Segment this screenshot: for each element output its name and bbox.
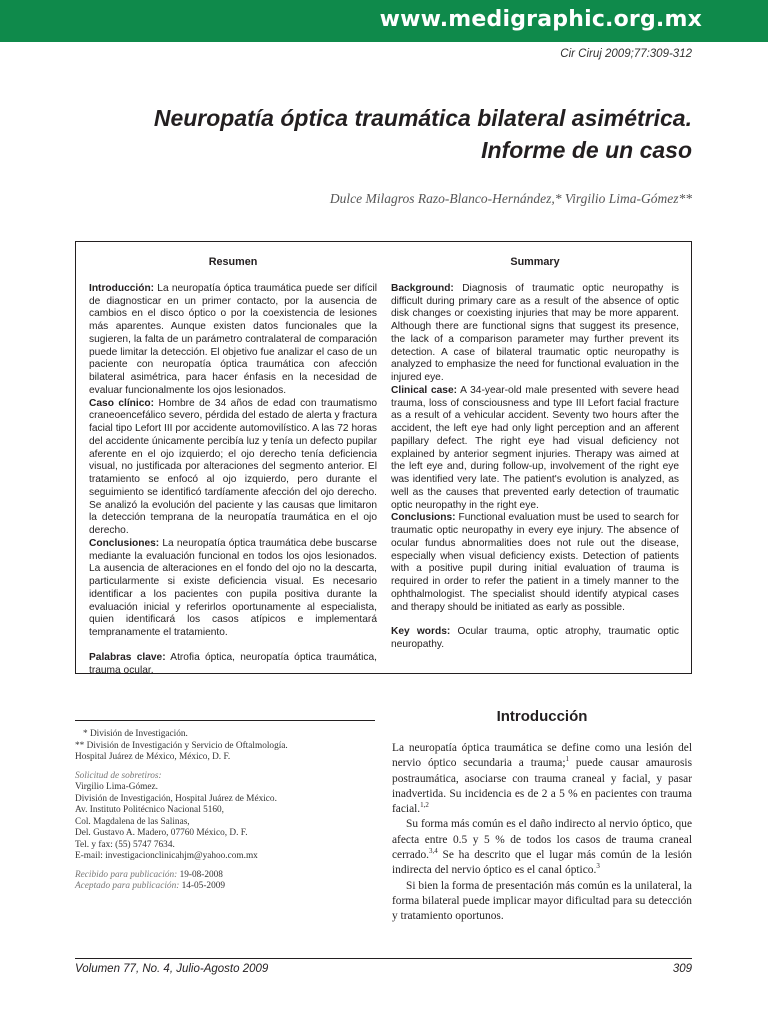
summary-background: Background: Diagnosis of traumatic optic neuropathy is difficult during primary care as a result of the absence of optic disk changes or coexisting injuries that may be more apparent. Although there are functional signs that suggest its presence, the lack of a comparison parameter may further prevent its detection. A case of bilateral traumatic optic neuropathy is analyzed to emphasize the need for functional evaluation in the injured eye. bbox=[391, 282, 679, 383]
reprint-label: Solicitud de sobretiros: bbox=[75, 770, 162, 781]
resumen-case: Caso clínico: Hombre de 34 años de edad con traumatismo craneoencefálico severo, pérdida del estado de alerta y fractura facial tipo Lefort III por accidente automovilístico. A las 72 horas del accidente únicamente percibía luz y tenía un defecto pupilar aferente en el ojo izquierdo; el ojo derecho tenía deficiencia visual, no justificada por alteraciones del segmento anterior. El tratamiento se enfocó al ojo izquierdo, pero durante el seguimiento se identificó tardíamente afección del ojo derecho. Se analizó la evolución del paciente y las causas que limitaron la detección temprana de la neuropatía traumática en el ojo derecho. bbox=[89, 397, 377, 536]
reference-marker: 3 bbox=[596, 862, 600, 871]
affiliation-3: Hospital Juárez de México, México, D. F. bbox=[75, 752, 231, 762]
introduction-heading: Introducción bbox=[496, 708, 588, 725]
journal-citation: Cir Ciruj 2009;77:309-312 bbox=[560, 48, 692, 60]
resumen-conclusions: Conclusiones: La neuropatía óptica traumática debe buscarse mediante la evaluación funcional en todos los ojos lesionados. La ausencia de alteraciones en el fondo del ojo no la descarta, particularmente si existe deficiencia visual. Es necesario identificar a los pacientes con pupila positiva durante la evaluación inicial y referirlos oportunamente al especialista, quien identificará los casos atípicos e implementará tempranamente el tratamiento. bbox=[89, 537, 377, 638]
footnotes bbox=[75, 729, 375, 893]
resumen-heading: Resumen bbox=[208, 256, 258, 268]
accepted-date: Aceptado para publicación: 14-05-2009 bbox=[75, 881, 226, 891]
article-title bbox=[72, 102, 692, 166]
address-line-5: Del. Gustavo A. Madero, 07760 México, D. F. bbox=[75, 828, 248, 838]
summary-keywords: Key words: Ocular trauma, optic atrophy, traumatic optic neuropathy. bbox=[391, 626, 679, 650]
address-line-4: Col. Magdalena de las Salinas, bbox=[75, 816, 190, 827]
resumen-column bbox=[89, 242, 377, 677]
article-authors: Dulce Milagros Razo-Blanco-Hernández,* Virgilio Lima-Gómez** bbox=[329, 191, 692, 206]
issue-info: Volumen 77, No. 4, Julio-Agosto 2009 bbox=[75, 963, 269, 975]
address-line-1: Virgilio Lima-Gómez. bbox=[75, 782, 158, 792]
reference-marker: 3,4 bbox=[429, 847, 438, 856]
summary-case: Clinical case: A 34-year-old male presented with severe head trauma, loss of consciousness and type III Lefort facial fracture as a result of a vehicular accident. Seventy two hours after the accident, the left eye had only light perception and an afferent papillary defect. The right eye had visual deficiency not explained by anterior segment injuries. Therapy was aimed at the left eye and, during follow-up, involvement of the right eye was identified very late. The patient's evolution is analyzed, as well as the causes that prevented early detection of traumatic optic neuropathy in the right eye. bbox=[391, 384, 679, 511]
introduction-body bbox=[392, 741, 692, 925]
title-line-2: Informe de un caso bbox=[481, 137, 692, 163]
intro-paragraph-3: Si bien la forma de presentación más común es la unilateral, la forma bilateral puede implicar mayor dificultad para su detección y tratamiento oportunos. bbox=[392, 879, 692, 923]
abstract-box bbox=[75, 241, 692, 674]
intro-paragraph-2: Su forma más común es el daño indirecto al nervio óptico, que afecta entre 0.5 y 5 % de todos los casos de trauma craneal cerrado.$^{3,4}$ Se ha descrito que el lugar más común de la lesión indirecta del nervio óptico es el canal óptico.$^3$ bbox=[392, 818, 692, 877]
reference-marker: 1 bbox=[565, 755, 569, 764]
affiliation-1: * División de Investigación. bbox=[83, 729, 188, 739]
affiliation-2: ** División de Investigación y Servicio de Oftalmología. bbox=[75, 740, 288, 751]
page-number: 309 bbox=[672, 963, 692, 975]
summary-conclusions: Conclusions: Functional evaluation must be used to search for traumatic optic neuropathy in every eye injury. The absence of ocular fundus abnormalities does not rule out the disease, especially when visual deficiency exists. Detection of patients with a positive pupil during initial evaluation of trauma is required in order to refer the patient in a timely manner to the ophthalmologist. The specialist should identify atypical cases and therapy should be initiated as early as possible. bbox=[391, 512, 679, 613]
resumen-keywords: Palabras clave: Atrofia óptica, neuropatía óptica traumática, trauma ocular. bbox=[89, 651, 377, 676]
address-line-2: División de Investigación, Hospital Juárez de México. bbox=[75, 793, 277, 804]
received-date: Recibido para publicación: 19-08-2008 bbox=[75, 869, 223, 880]
summary-heading: Summary bbox=[510, 256, 560, 268]
footnote-divider bbox=[75, 720, 375, 721]
address-line-6: Tel. y fax: (55) 5747 7634. bbox=[75, 839, 175, 850]
footer-divider bbox=[75, 958, 692, 959]
address-line-3: Av. Instituto Politécnico Nacional 5160, bbox=[75, 805, 224, 815]
reference-marker: 1,2 bbox=[420, 801, 429, 810]
contact-email[interactable]: E-mail: investigacionclinicahjm@yahoo.com.mx bbox=[75, 851, 258, 861]
title-line-1: Neuropatía óptica traumática bilateral asimétrica. bbox=[153, 105, 692, 131]
site-banner bbox=[0, 0, 768, 42]
resumen-intro: Introducción: La neuropatía óptica traumática puede ser difícil de diagnosticar en un primer contacto, por la ausencia de cambios en el disco óptico o por la coexistencia de lesiones más aparentes. Aunque existen datos funcionales que la sugieren, la falta de un parámetro contralateral de comparación puede limitar la detección. El objetivo fue analizar el caso de un paciente con neuropatía óptica traumática con afección bilateral asimétrica, para hacer énfasis en la necesidad de evaluar funcionalmente los ojos lesionados. bbox=[89, 282, 377, 396]
site-url[interactable]: www.medigraphic.org.mx bbox=[379, 7, 702, 32]
intro-paragraph-1: La neuropatía óptica traumática se define como una lesión del nervio óptico secundaria a trauma;$^1$ puede causar amaurosis postraumática, asociarse con trauma craneal y facial, y pasar inadvertida. Su incidencia es de 2 a 5 % en pacientes con trauma facial.$^{1,2}$ bbox=[392, 742, 693, 816]
summary-column bbox=[391, 242, 679, 652]
